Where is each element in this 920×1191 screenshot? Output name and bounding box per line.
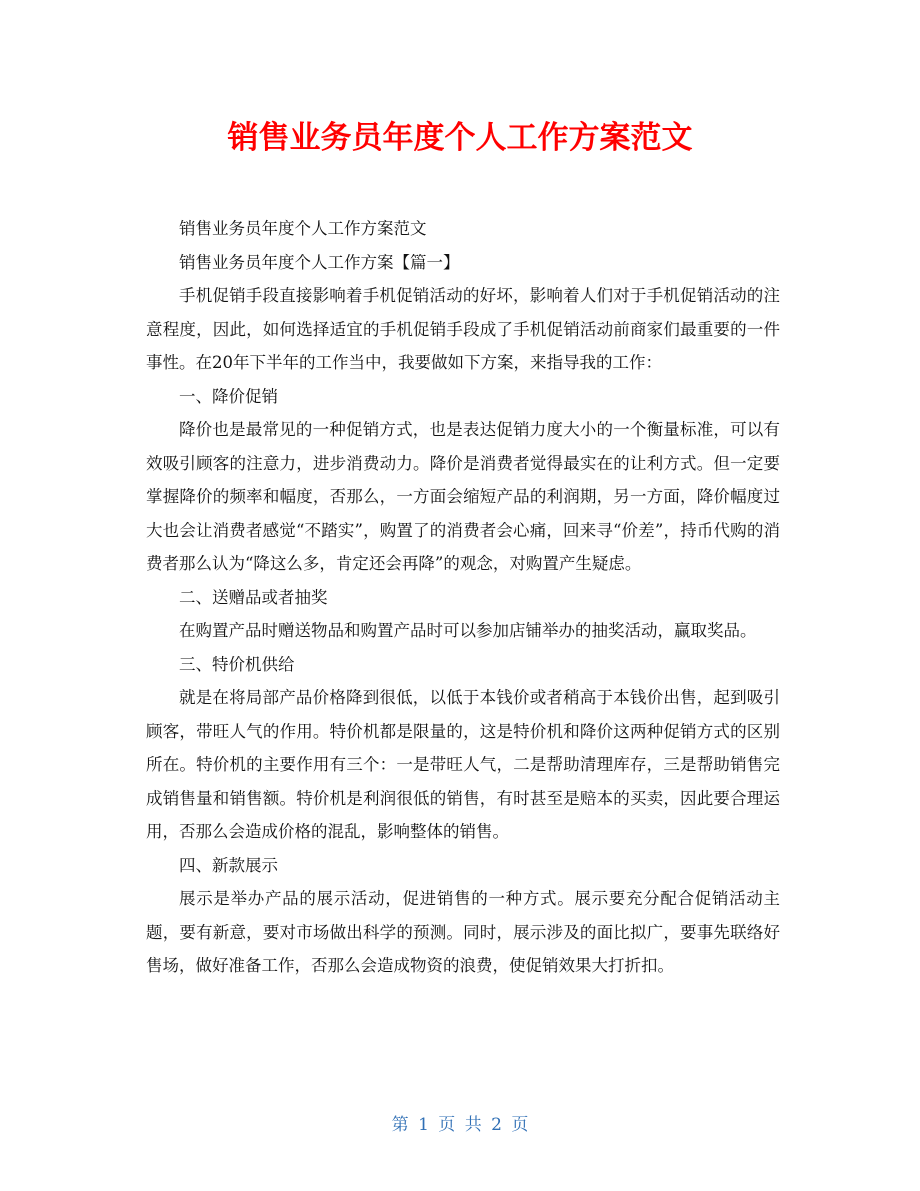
heading-price-reduction: 一、降价促销 xyxy=(179,386,278,406)
paragraph-intro: 手机促销手段直接影响着手机促销活动的好坏，影响着人们对于手机促销活动的注意程度，因此，如何选择适宜的手机促销手段成了手机促销活动前商家们最重要的一件事性。在20年下半年的工作当中，我要做如下方案，来指导我的工作： xyxy=(146,286,780,372)
paragraph-price-reduction: 降价也是最常见的一种促销方式，也是表达促销力度大小的一个衡量标准，可以有效吸引顾客的注意力，进步消费动力。降价是消费者觉得最实在的让利方式。但一定要掌握降价的频率和幅度，否那么，一方面会缩短产品的利润期，另一方面，降价幅度过大也会让消费者感觉“不踏实”，购置了的消费者会心痛，回来寻“价差”，持币代购的消费者那么认为“降这么多，肯定还会再降”的观念，对购置产生疑虑。 xyxy=(146,420,780,573)
page-number-footer: 第 1 页 共 2 页 xyxy=(391,1115,529,1135)
heading-special-price: 三、特价机供给 xyxy=(179,654,295,674)
heading-gifts-lottery: 二、送赠品或者抽奖 xyxy=(179,587,328,607)
paragraph-subtitle: 销售业务员年度个人工作方案范文 xyxy=(179,219,427,238)
paragraph-section-heading: 销售业务员年度个人工作方案【篇一】 xyxy=(179,252,460,272)
document-body xyxy=(146,212,780,983)
heading-new-display: 四、新款展示 xyxy=(179,855,278,875)
paragraph-gifts-lottery: 在购置产品时赠送物品和购置产品时可以参加店铺举办的抽奖活动，赢取奖品。 xyxy=(179,621,757,640)
document-title: 销售业务员年度个人工作方案范文 xyxy=(227,120,693,156)
paragraph-new-display: 展示是举办产品的展示活动，促进销售的一种方式。展示要充分配合促销活动主题，要有新意，要对市场做出科学的预测。同时，展示涉及的面比拟广，要事先联络好售场，做好准备工作，否那么会造成物资的浪费，使促销效果大打折扣。 xyxy=(146,889,780,975)
paragraph-special-price: 就是在将局部产品价格降到很低，以低于本钱价或者稍高于本钱价出售，起到吸引顾客，带旺人气的作用。特价机都是限量的，这是特价机和降价这两种促销方式的区别所在。特价机的主要作用有三个：一是带旺人气，二是帮助清理库存，三是帮助销售完成销售量和销售额。特价机是利润很低的销售，有时甚至是赔本的买卖，因此要合理运用，否那么会造成价格的混乱，影响整体的销售。 xyxy=(146,688,780,841)
